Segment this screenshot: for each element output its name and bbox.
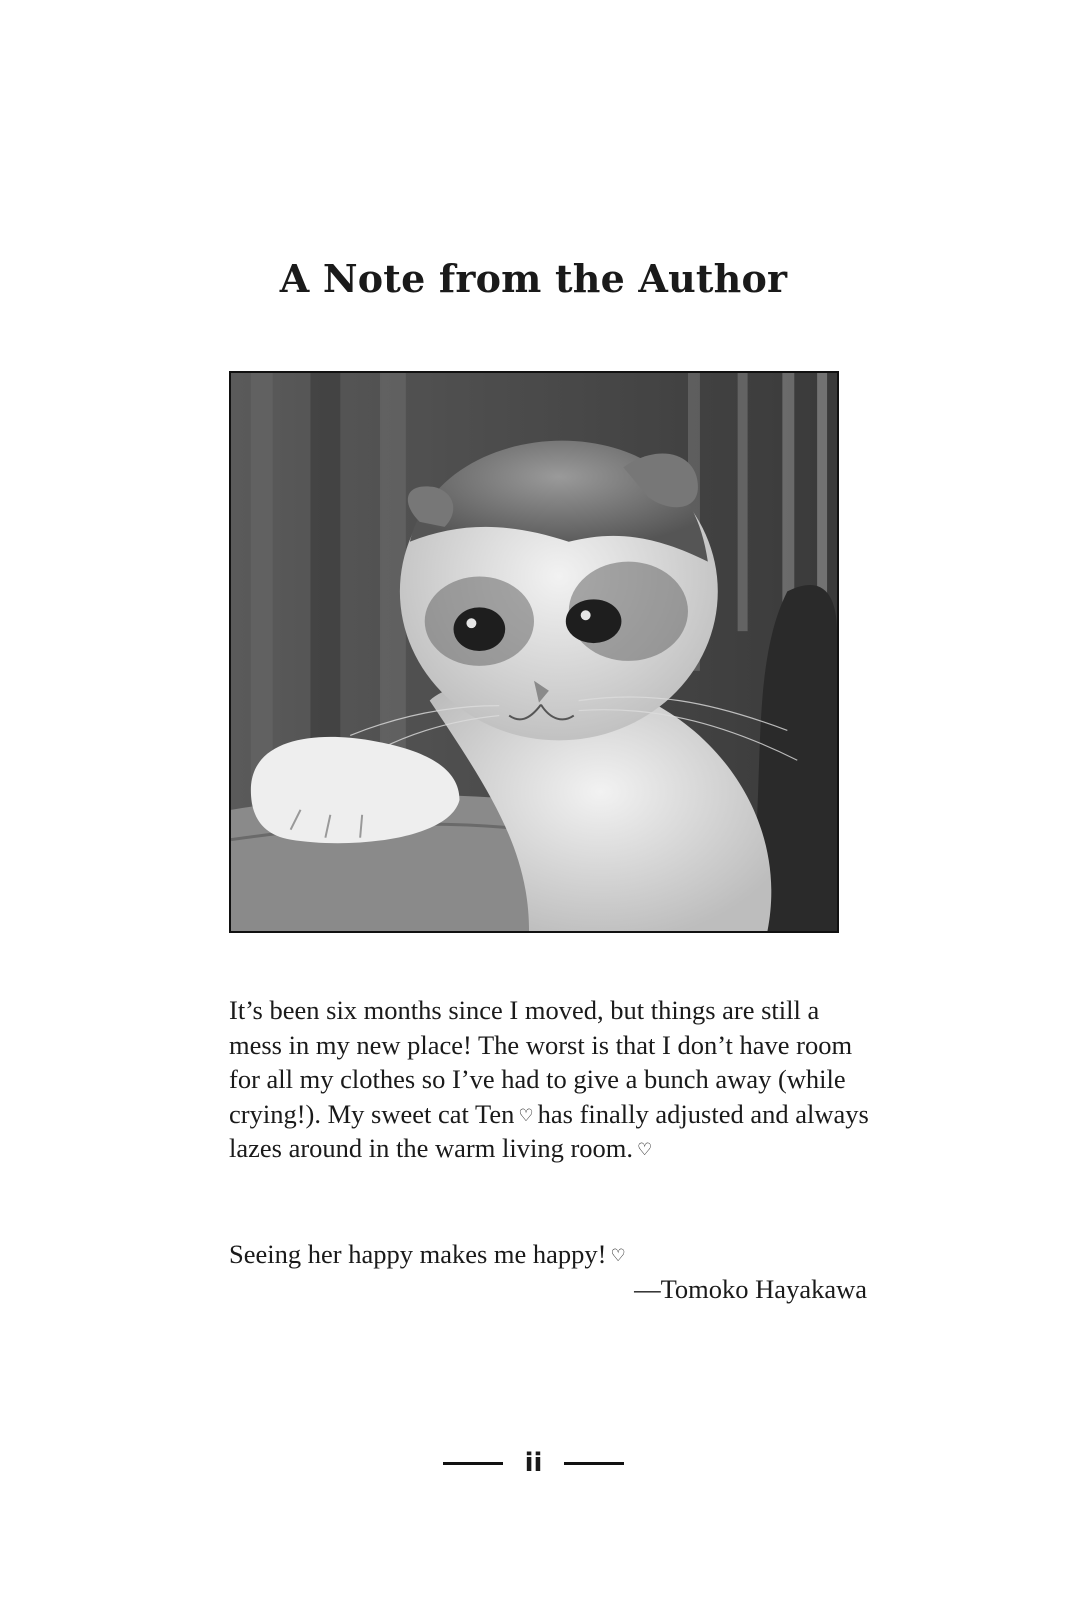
heart-icon: ♡ [637,1140,653,1160]
author-note-paragraph [229,993,869,1166]
heart-icon: ♡ [610,1246,626,1265]
page-title: A Note from the Author [279,256,788,301]
closing-line-text: Seeing her happy makes me happy! [229,1239,607,1269]
heart-icon: ♡ [518,1105,534,1125]
author-note-text-part-2: has finally adjusted and always lazes around in the warm living room. [229,1098,869,1164]
folio-rule-right [564,1462,624,1465]
folio-rule-left [443,1462,503,1465]
cat-photo-illustration [231,373,837,931]
page-number: ii [524,1448,543,1478]
closing-line [229,1237,630,1272]
cat-photo [229,371,839,933]
page-folio [0,1450,1067,1476]
author-note-text-part-1: It’s been six months since I moved, but things are still a mess in my new place! The worst is that I don’t have room for all my clothes so I’ve had to give a bunch away (while crying!). My sweet cat Ten [229,995,853,1129]
author-signature: —Tomoko Hayakawa [634,1274,867,1304]
